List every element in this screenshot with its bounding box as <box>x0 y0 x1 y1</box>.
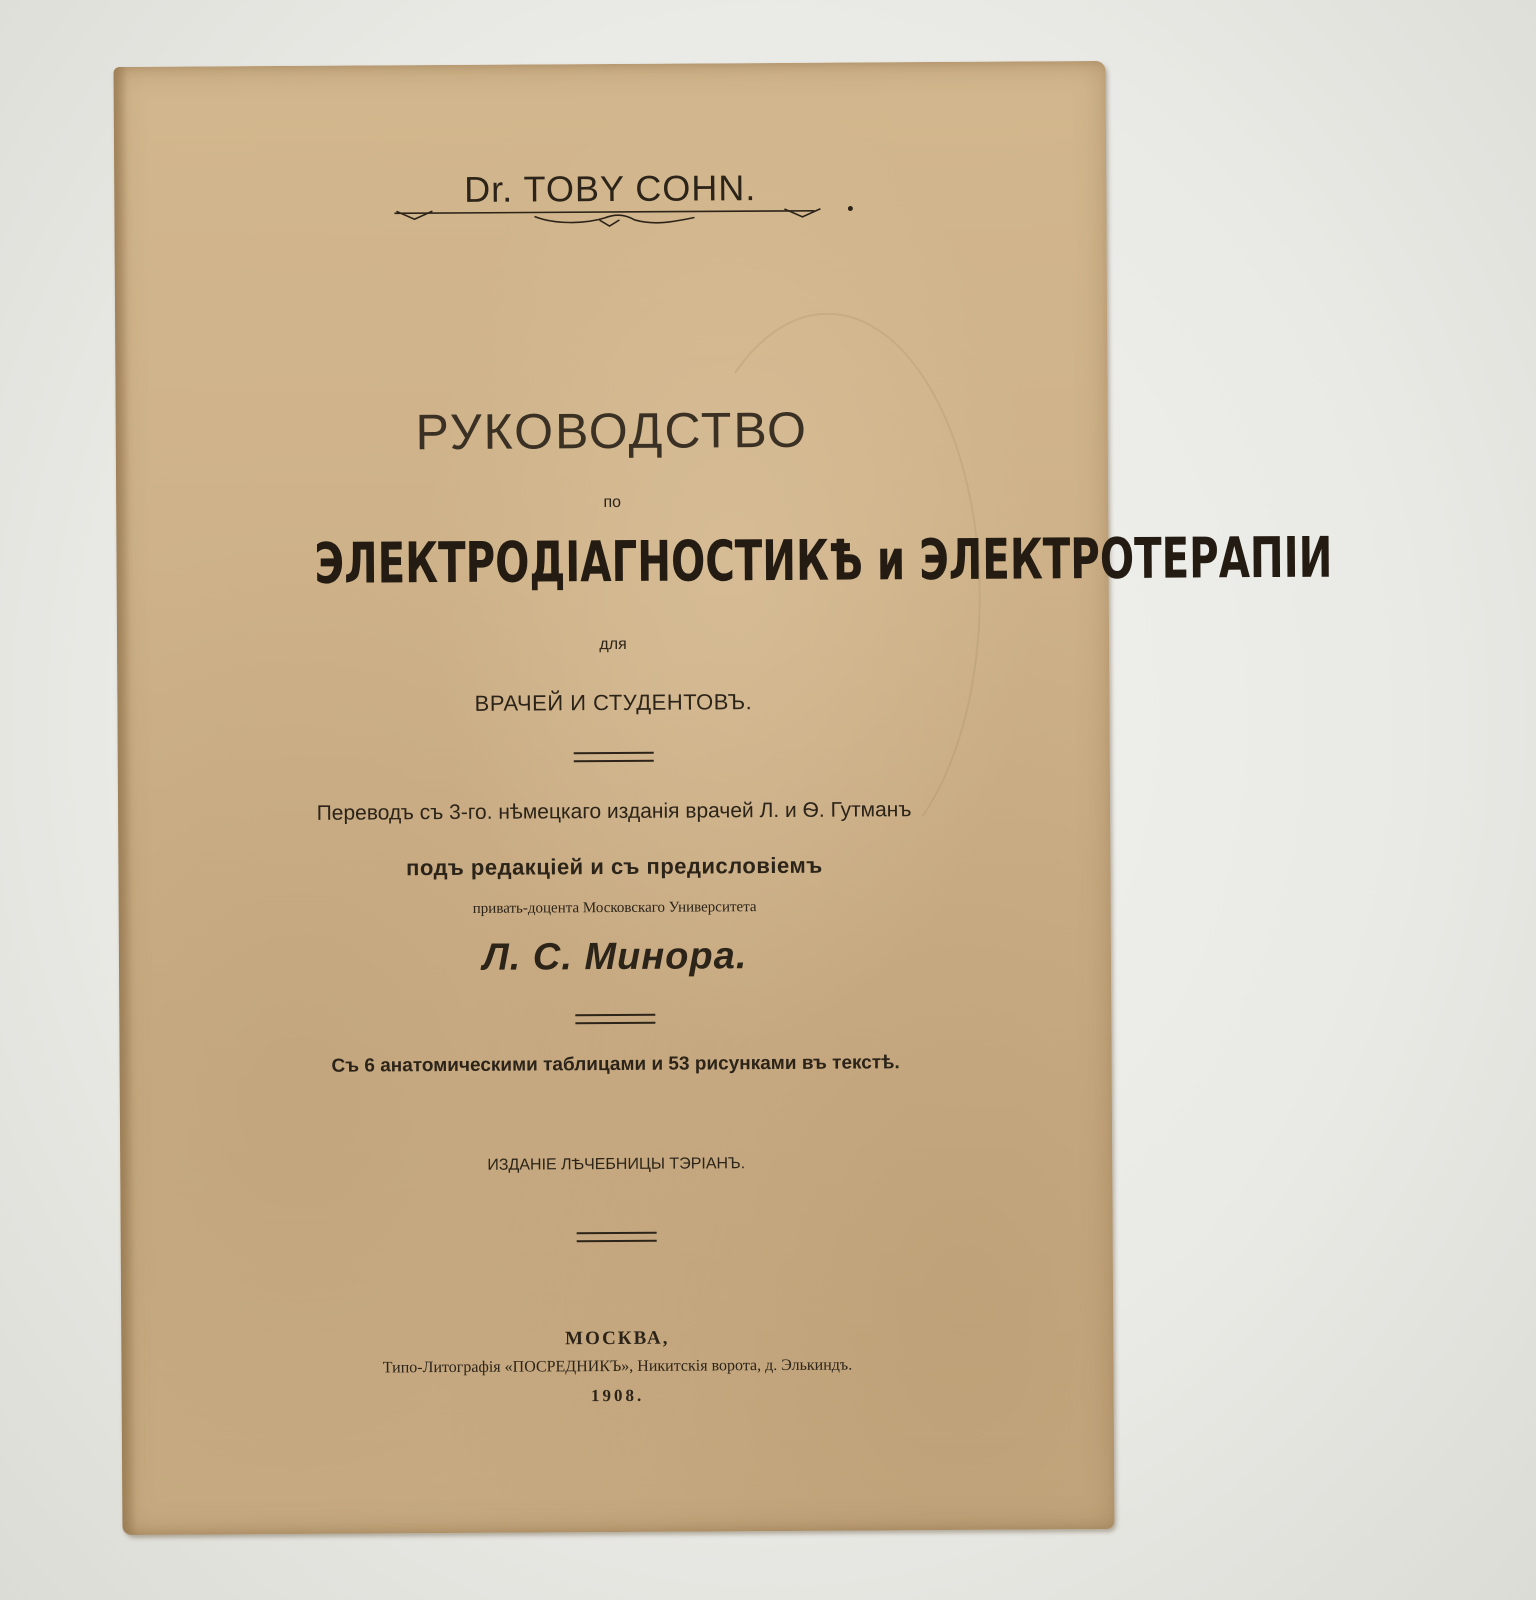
author-name: Dr. TOBY COHN. <box>464 167 757 210</box>
title-dlya: для <box>599 635 627 654</box>
publisher-line: ИЗДАНІЕ ЛѢЧЕБНИЦЫ ТЭРІАНЪ. <box>487 1155 746 1174</box>
divider-rule-1 <box>574 752 654 762</box>
city: МОСКВА, <box>565 1327 670 1350</box>
translation-line: Переводъ съ 3-го. нѣмецкаго изданія врачей Л. и Ѳ. Гутманъ <box>316 798 912 825</box>
spine-edge <box>114 67 137 1535</box>
title-main: РУКОВОДСТВО <box>415 401 809 461</box>
title-subject: ЭЛЕКТРОДІАГНОСТИКѢ и ЭЛЕКТРОТЕРАПІИ <box>314 525 1333 597</box>
title-po: по <box>603 493 622 512</box>
book-cover <box>114 61 1333 1535</box>
editor-line: подъ редакціей и съ предисловіемъ <box>406 852 823 881</box>
title-subject-wrap <box>116 525 1333 603</box>
illustrations-line: Съ 6 анатомическими таблицами и 53 рисунками въ текстѣ. <box>331 1052 900 1077</box>
divider-rule-3 <box>577 1232 657 1242</box>
divider-rule-2 <box>575 1014 655 1024</box>
editor-name: Л. С. Минора. <box>482 935 748 979</box>
docent-line: привать-доцента Московскаго Университета <box>472 899 757 917</box>
title-audience: ВРАЧЕЙ И СТУДЕНТОВЪ. <box>474 689 753 716</box>
printer-line: Типо-Литографія «ПОСРЕДНИКЪ», Никитскія ворота, д. Элькиндъ. <box>382 1356 853 1377</box>
author-ornament <box>114 197 1106 243</box>
year: 1908. <box>590 1385 645 1406</box>
